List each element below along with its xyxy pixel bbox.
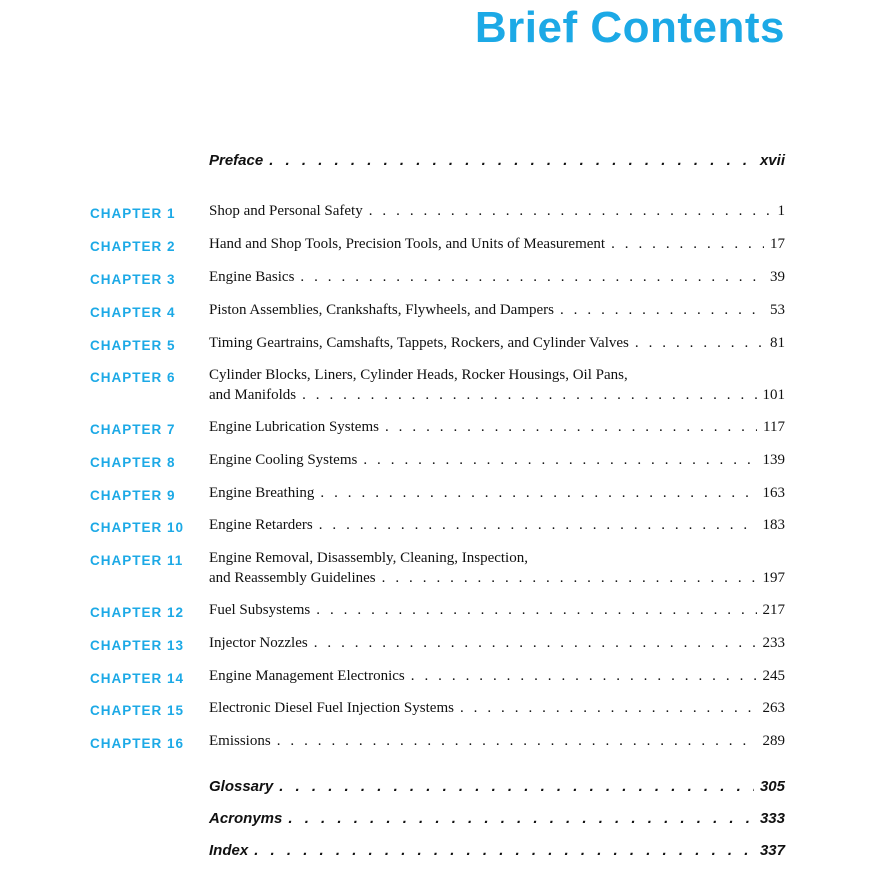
dot-leader — [363, 452, 756, 469]
toc-entry — [209, 203, 785, 220]
dot-leader — [560, 302, 764, 319]
page-number: 81 — [770, 335, 785, 351]
page-number: 139 — [762, 452, 785, 468]
entry-label: Index — [209, 842, 249, 859]
page-number: 305 — [759, 778, 785, 795]
chapter-number: CHAPTER 5 — [90, 338, 176, 353]
page-number: 233 — [762, 635, 785, 651]
toc-entry — [209, 517, 785, 534]
chapter-title: Engine Cooling Systems — [209, 452, 358, 468]
chapter-title: Shop and Personal Safety — [209, 203, 363, 219]
chapter-title: Engine Basics — [209, 269, 295, 285]
page-number: 39 — [770, 269, 785, 285]
page-number: 117 — [763, 419, 785, 435]
toc-entry-glossary[interactable] — [209, 778, 785, 795]
chapter-number: CHAPTER 9 — [90, 488, 176, 503]
toc-entry — [209, 269, 785, 286]
chapter-title-line-1: Cylinder Blocks, Liners, Cylinder Heads, Rocker Housings, Oil Pans, — [209, 367, 628, 383]
chapter-number: CHAPTER 3 — [90, 272, 176, 287]
page-number: 1 — [777, 203, 785, 219]
chapter-title: Hand and Shop Tools, Precision Tools, and Units of Measurement — [209, 236, 606, 252]
dot-leader — [316, 602, 756, 619]
chapter-title-line-2: and Reassembly Guidelines — [209, 570, 376, 586]
dot-leader — [411, 668, 757, 685]
chapter-number: CHAPTER 13 — [90, 638, 185, 653]
page-number: xvii — [759, 152, 785, 169]
chapter-title: Engine Breathing — [209, 485, 315, 501]
entry-label: Acronyms — [209, 810, 283, 827]
chapter-number: CHAPTER 1 — [90, 206, 176, 221]
page-title: Brief Contents — [474, 3, 785, 52]
chapter-title: Timing Geartrains, Camshafts, Tappets, Rockers, and Cylinder Valves — [209, 335, 629, 351]
chapter-number: CHAPTER 11 — [90, 553, 184, 568]
page-number: 183 — [762, 517, 785, 533]
dot-leader — [319, 517, 757, 534]
page-number: 289 — [762, 733, 785, 749]
dot-leader — [314, 635, 757, 652]
page-number: 337 — [759, 842, 785, 859]
chapter-title: Engine Lubrication Systems — [209, 419, 379, 435]
chapter-number: CHAPTER 4 — [90, 305, 176, 320]
chapter-number: CHAPTER 6 — [90, 370, 176, 385]
toc-entry — [209, 387, 785, 404]
page-number: 245 — [762, 668, 785, 684]
dot-leader — [269, 152, 754, 169]
dot-leader — [611, 236, 764, 253]
toc-entry-acronyms[interactable] — [209, 810, 785, 827]
chapter-number: CHAPTER 15 — [90, 703, 185, 718]
page-number: 333 — [759, 810, 785, 827]
toc-entry — [209, 236, 785, 253]
chapter-title: Fuel Subsystems — [209, 602, 311, 618]
dot-leader — [288, 810, 754, 827]
chapter-number: CHAPTER 12 — [90, 605, 185, 620]
dot-leader — [385, 419, 757, 436]
toc-entry — [209, 335, 785, 352]
chapter-number: CHAPTER 10 — [90, 520, 185, 535]
page-number: 217 — [762, 602, 785, 618]
toc-entry — [209, 733, 785, 750]
dot-leader — [320, 485, 756, 502]
page-number: 197 — [762, 570, 785, 586]
toc-entry-preface[interactable] — [209, 152, 785, 169]
dot-leader — [277, 733, 757, 750]
chapter-title: Engine Management Electronics — [209, 668, 405, 684]
toc-entry — [209, 570, 785, 587]
toc-entry — [209, 485, 785, 502]
dot-leader — [254, 842, 754, 859]
dot-leader — [279, 778, 754, 795]
chapter-number: CHAPTER 2 — [90, 239, 176, 254]
dot-leader — [382, 570, 757, 587]
chapter-number: CHAPTER 14 — [90, 671, 185, 686]
page-number: 163 — [762, 485, 785, 501]
page-number: 263 — [762, 700, 785, 716]
chapter-number: CHAPTER 16 — [90, 736, 185, 751]
chapter-title-line-2: and Manifolds — [209, 387, 297, 403]
chapter-title: Electronic Diesel Fuel Injection Systems — [209, 700, 454, 716]
toc-entry — [209, 602, 785, 619]
toc-entry — [209, 700, 785, 717]
toc-entry — [209, 419, 785, 436]
dot-leader — [302, 387, 756, 404]
toc-entry — [209, 302, 785, 319]
chapter-number: CHAPTER 7 — [90, 422, 176, 437]
toc-entry — [209, 452, 785, 469]
dot-leader — [460, 700, 757, 717]
toc-entry-index[interactable] — [209, 842, 785, 859]
toc-entry — [209, 635, 785, 652]
chapter-title: Emissions — [209, 733, 271, 749]
dot-leader — [369, 203, 772, 220]
entry-label: Glossary — [209, 778, 274, 795]
entry-label: Preface — [209, 152, 264, 169]
dot-leader — [300, 269, 764, 286]
page-number: 101 — [762, 387, 785, 403]
chapter-title-line-1: Engine Removal, Disassembly, Cleaning, Inspection, — [209, 550, 528, 566]
page-number: 17 — [770, 236, 785, 252]
toc-entry — [209, 668, 785, 685]
page-number: 53 — [770, 302, 785, 318]
chapter-title: Injector Nozzles — [209, 635, 308, 651]
chapter-title: Engine Retarders — [209, 517, 313, 533]
chapter-title: Piston Assemblies, Crankshafts, Flywheels, and Dampers — [209, 302, 554, 318]
dot-leader — [635, 335, 764, 352]
chapter-number: CHAPTER 8 — [90, 455, 176, 470]
